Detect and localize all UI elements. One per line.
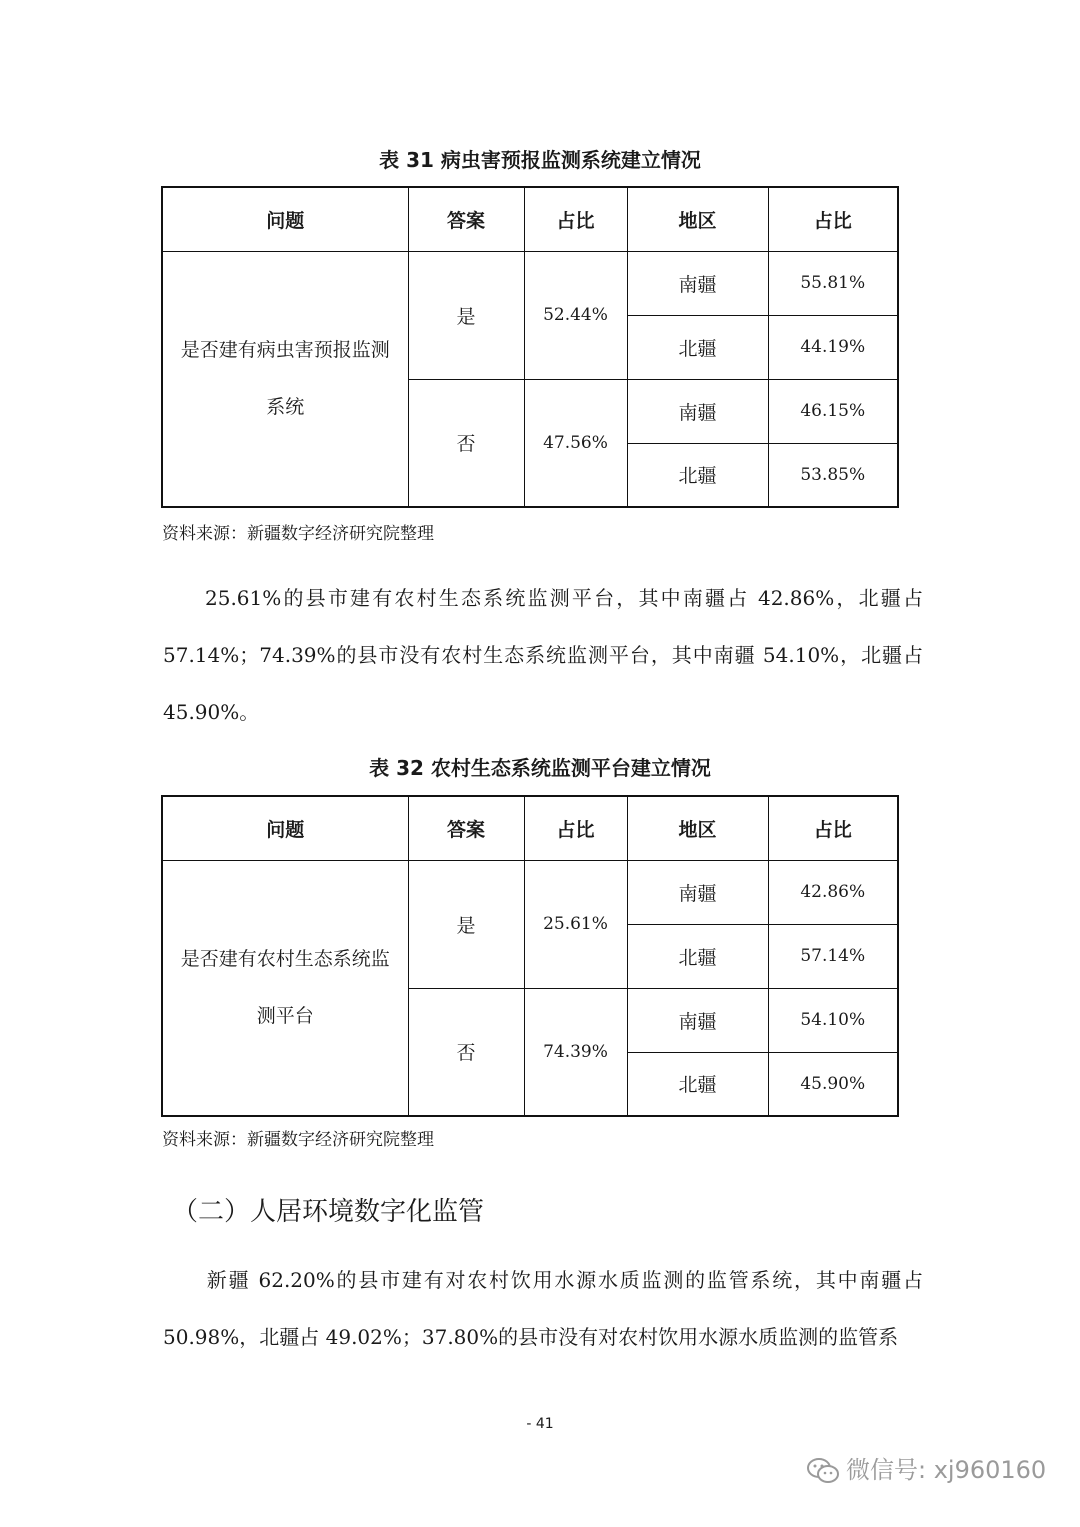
region-cell: 南疆 [627, 860, 768, 924]
header-region-ratio: 占比 [768, 187, 898, 251]
table-32 [161, 795, 899, 1117]
ratio-cell: 25.61% [524, 860, 627, 988]
table-row [162, 251, 898, 315]
header-region: 地区 [627, 187, 768, 251]
answer-cell: 否 [408, 379, 524, 507]
region-ratio-cell: 46.15% [768, 379, 898, 443]
question-cell: 是否建有农村生态系统监测平台 [162, 860, 408, 1116]
answer-cell: 是 [408, 251, 524, 379]
watermark [806, 1450, 1046, 1486]
region-cell: 北疆 [627, 924, 768, 988]
paragraph-2: 新疆 62.20%的县市建有对农村饮用水源水质监测的监管系统，其中南疆占 50.98%，北疆占 49.02%；37.80%的县市没有对农村饮用水源水质监测的监管系 [163, 1268, 923, 1349]
region-ratio-cell: 53.85% [768, 443, 898, 507]
header-ratio: 占比 [524, 187, 627, 251]
region-cell: 北疆 [627, 1052, 768, 1116]
page-number: - 41 [526, 1416, 554, 1432]
region-ratio-cell: 55.81% [768, 251, 898, 315]
answer-cell: 否 [408, 988, 524, 1116]
header-region-ratio: 占比 [768, 796, 898, 860]
paragraph-1: 25.61%的县市建有农村生态系统监测平台，其中南疆占 42.86%，北疆占 57.14%；74.39%的县市没有农村生态系统监测平台，其中南疆 54.10%，北疆占 45.90%。 [163, 586, 923, 724]
region-cell: 南疆 [627, 988, 768, 1052]
table-31 [161, 186, 899, 508]
ratio-cell: 47.56% [524, 379, 627, 507]
answer-cell: 是 [408, 860, 524, 988]
region-cell: 北疆 [627, 443, 768, 507]
region-ratio-cell: 42.86% [768, 860, 898, 924]
region-ratio-cell: 54.10% [768, 988, 898, 1052]
header-question: 问题 [162, 187, 408, 251]
section-title: （二）人居环境数字化监管 [172, 1197, 485, 1227]
table-row [162, 860, 898, 924]
table-31-source: 资料来源：新疆数字经济研究院整理 [162, 524, 434, 544]
question-cell: 是否建有病虫害预报监测系统 [162, 251, 408, 507]
watermark-text: 微信号: xj960160 [846, 1456, 1047, 1484]
table-32-source: 资料来源：新疆数字经济研究院整理 [162, 1130, 434, 1150]
region-ratio-cell: 44.19% [768, 315, 898, 379]
header-answer: 答案 [408, 187, 524, 251]
wechat-icon [806, 1456, 840, 1486]
region-cell: 北疆 [627, 315, 768, 379]
header-answer: 答案 [408, 796, 524, 860]
header-question: 问题 [162, 796, 408, 860]
region-ratio-cell: 57.14% [768, 924, 898, 988]
table-32-caption: 表 32 农村生态系统监测平台建立情况 [369, 756, 711, 780]
table-31-caption: 表 31 病虫害预报监测系统建立情况 [379, 148, 701, 172]
ratio-cell: 74.39% [524, 988, 627, 1116]
header-ratio: 占比 [524, 796, 627, 860]
header-region: 地区 [627, 796, 768, 860]
ratio-cell: 52.44% [524, 251, 627, 379]
region-cell: 南疆 [627, 251, 768, 315]
region-cell: 南疆 [627, 379, 768, 443]
region-ratio-cell: 45.90% [768, 1052, 898, 1116]
